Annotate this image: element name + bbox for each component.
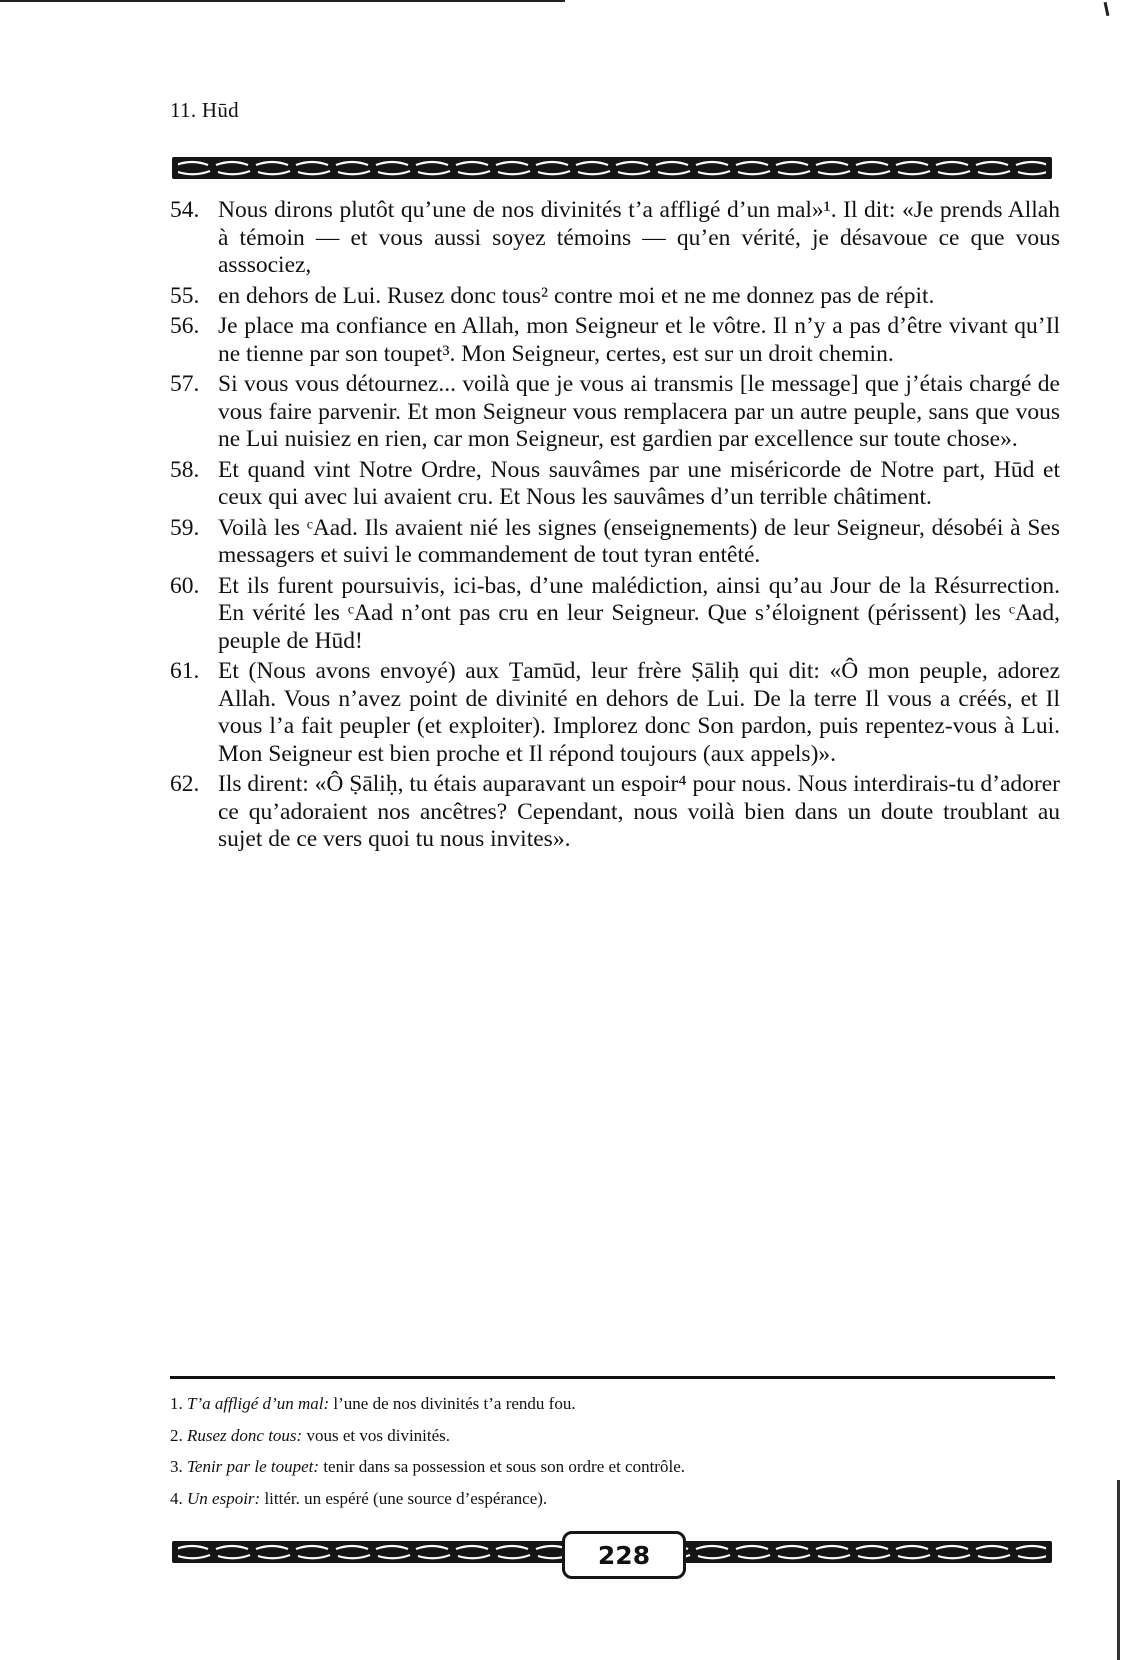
footnote-label: Tenir par le toupet:: [187, 1457, 320, 1476]
verse-number: 60.: [170, 572, 200, 599]
footnote-list: [170, 1388, 1050, 1514]
verse-54: [170, 197, 1060, 280]
decorative-band-top: [172, 157, 1052, 179]
footnote-1: [170, 1388, 1050, 1420]
verse-number: 58.: [170, 456, 200, 483]
surah-header: 11. Hūd: [170, 98, 239, 122]
footnote-divider: [170, 1376, 1055, 1379]
verse-number: 55.: [170, 282, 200, 309]
verse-number: 62.: [170, 771, 200, 797]
footnote-text: littér. un espéré (une source d’espérance).: [264, 1488, 548, 1508]
footnote-number: 4.: [170, 1488, 183, 1508]
verse-62: [170, 771, 1060, 854]
verse-text: Et (Nous avons envoyé) aux Ṯamūd, leur frère Ṣāliḥ qui dit: «Ô mon peuple, adorez Allah. Vous n’avez point de divinité en dehors de Lui. De la terre Il vous a créés, et Il vous l’a fait peupler (et exploiter). Implorez donc Son pardon, puis repentez-vous à Lui. Mon Seigneur est bien proche et Il répond toujours (aux appels)».: [218, 658, 1060, 767]
footnote-text: tenir dans sa possession et sous son ordre et contrôle.: [323, 1457, 685, 1476]
verse-58: [170, 457, 1060, 512]
verse-number: 61.: [170, 658, 200, 684]
verse-text: Nous dirons plutôt qu’une de nos divinités t’a affligé d’un mal»¹. Il dit: «Je prends Allah à témoin — et vous aussi soyez témoins — qu’en vérité, je désavoue ce que vous asssociez,: [218, 197, 1060, 278]
footnote-text: vous et vos divinités.: [306, 1425, 451, 1445]
page-edge: [1117, 1480, 1120, 1660]
footnote-3: [170, 1451, 1050, 1483]
verse-number: 54.: [170, 197, 200, 223]
footnote-label: Rusez donc tous:: [187, 1425, 303, 1445]
verse-text: Je place ma confiance en Allah, mon Seigneur et le vôtre. Il n’y a pas d’être vivant qu’Il ne tienne par son toupet³. Mon Seigneur, certes, est sur un droit chemin.: [218, 313, 1060, 367]
footnote-number: 1.: [170, 1394, 183, 1413]
verse-list: [170, 197, 1060, 857]
verse-57: [170, 371, 1060, 454]
verse-text: Et ils furent poursuivis, ici-bas, d’une malédiction, ainsi qu’au Jour de la Résurrection. En vérité les ᶜAad n’ont pas cru en leur Seigneur. Que s’éloignent (périssent) les ᶜAad, peuple de Hūd!: [218, 572, 1060, 654]
footnote-number: 2.: [170, 1425, 183, 1445]
chain-ornament: [172, 157, 1052, 179]
corner-mark: [1104, 2, 1110, 16]
footnote-number: 3.: [170, 1457, 183, 1476]
footnote-text: l’une de nos divinités t’a rendu fou.: [333, 1394, 576, 1413]
verse-text: en dehors de Lui. Rusez donc tous² contre moi et ne me donnez pas de répit.: [218, 282, 935, 309]
footnote-2: [170, 1420, 1050, 1452]
verse-text: Voilà les ᶜAad. Ils avaient nié les signes (enseignements) de leur Seigneur, désobéi à Ses messagers et suivi le commandement de tout tyran entêté.: [218, 514, 1060, 568]
verse-text: Et quand vint Notre Ordre, Nous sauvâmes par une miséricorde de Notre part, Hūd et ceux qui avec lui avaient cru. Et Nous les sauvâmes d’un terrible châtiment.: [218, 456, 1060, 510]
verse-60: [170, 573, 1060, 656]
verse-number: 59.: [170, 514, 200, 541]
verse-text: Ils dirent: «Ô Ṣāliḥ, tu étais auparavant un espoir⁴ pour nous. Nous interdirais-tu d’adorer ce qu’adoraient nos ancêtres? Cependant, nous voilà bien dans un doute troublant au sujet de ce vers quoi tu nous invites».: [218, 771, 1060, 852]
verse-59: [170, 515, 1060, 570]
footnote-label: T’a affligé d’un mal:: [187, 1394, 330, 1413]
top-rule: [0, 0, 565, 2]
verse-61: [170, 658, 1060, 768]
verse-text: Si vous vous détournez... voilà que je vous ai transmis [le message] que j’étais chargé de vous faire parvenir. Et mon Seigneur vous remplacera par un autre peuple, sans que vous ne Lui nuisiez en rien, car mon Seigneur, est gardien par excellence sur toute chose».: [218, 371, 1060, 452]
verse-number: 56.: [170, 313, 200, 339]
footnote-label: Un espoir:: [187, 1488, 261, 1508]
footnote-4: [170, 1483, 1050, 1515]
page-number: 228: [562, 1531, 686, 1579]
verse-number: 57.: [170, 371, 200, 397]
verse-55: [170, 283, 1060, 311]
verse-56: [170, 313, 1060, 368]
